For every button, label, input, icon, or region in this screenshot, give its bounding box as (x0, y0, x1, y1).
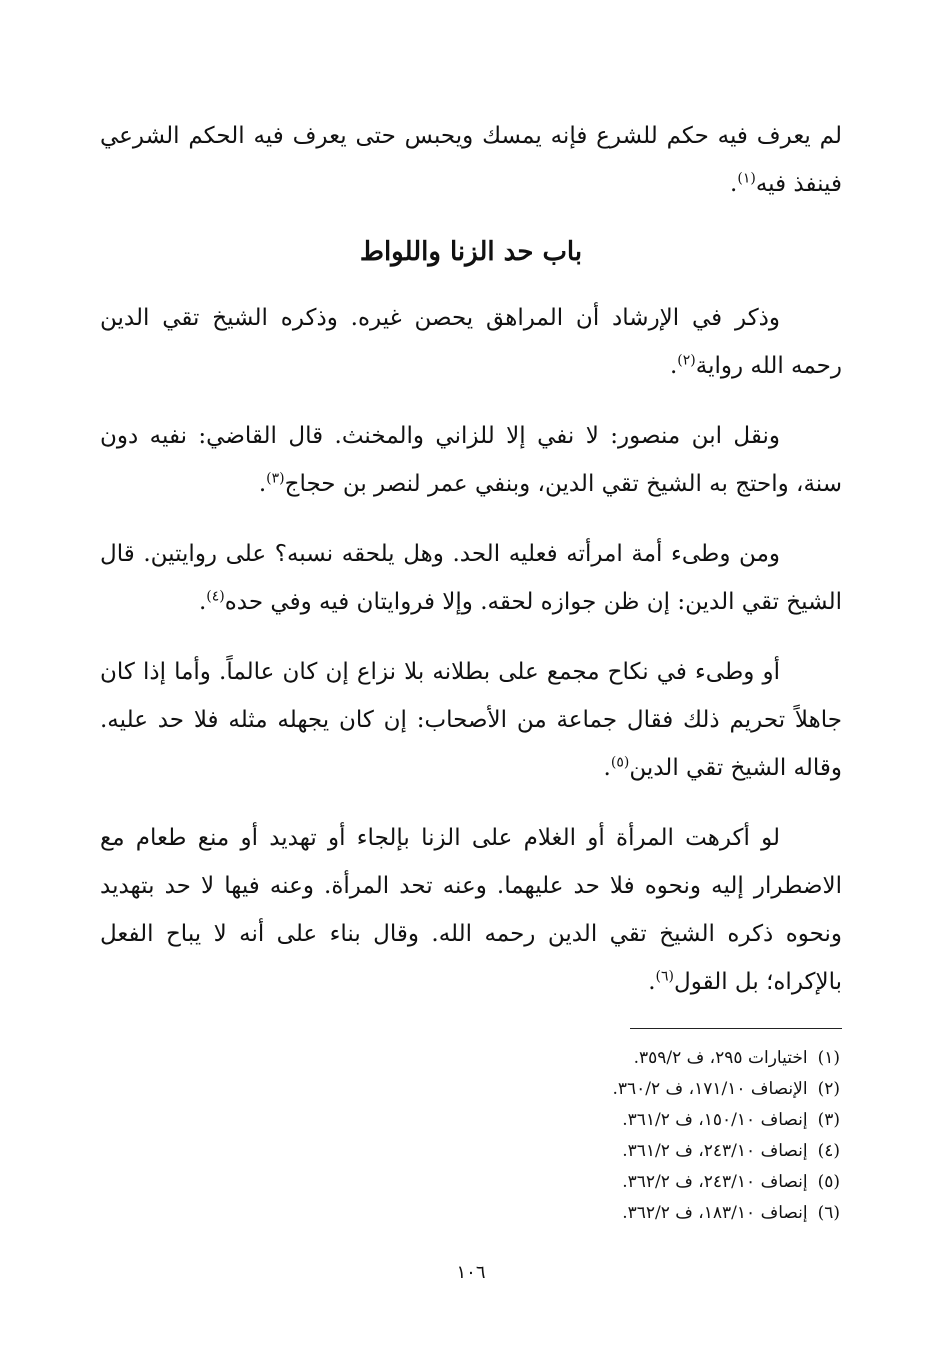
footnote-reference[interactable]: (٦) (655, 968, 674, 985)
footnote-text: الإنصاف ١٧١/١٠، ف ٣٦٠/٢. (612, 1079, 808, 1099)
footnote-text: إنصاف ١٥٠/١٠، ف ٣٦١/٢. (622, 1110, 808, 1130)
paragraph-1 (100, 294, 842, 390)
footnote-item (100, 1105, 842, 1136)
footnote-number: (٣) (817, 1110, 840, 1130)
footnote-number: (٦) (817, 1203, 840, 1223)
footnote-reference[interactable]: (٤) (206, 588, 225, 605)
paragraph-end: . (669, 353, 678, 379)
footnote-text: إنصاف ٢٤٣/١٠، ف ٣٦١/٢. (622, 1141, 808, 1161)
footnote-number: (٢) (817, 1079, 840, 1099)
footnotes-list (100, 1043, 842, 1229)
paragraph-end: . (258, 471, 267, 497)
footnote-item (100, 1074, 842, 1105)
footnote-reference[interactable]: (١) (737, 170, 756, 187)
footnote-item (100, 1136, 842, 1167)
paragraph-text: ومن وطىء أمة امرأته فعليه الحد. وهل يلحقه نسبه؟ على روايتين. قال الشيخ تقي الدين: إن ظن جوازه لحقه. وإلا فروايتان فيه وفي حده (100, 541, 842, 615)
page-body (100, 112, 842, 1229)
paragraph-5 (100, 814, 842, 1006)
footnote-text: اختيارات ٢٩٥، ف ٣٥٩/٢. (633, 1048, 808, 1068)
footnote-reference[interactable]: (٥) (610, 754, 630, 771)
footnote-item (100, 1043, 842, 1074)
paragraph-2 (100, 412, 842, 508)
footnote-text: إنصاف ١٨٣/١٠، ف ٣٦٢/٢. (622, 1203, 808, 1223)
footnote-item (100, 1167, 842, 1198)
footnote-item (100, 1198, 842, 1229)
chapter-heading: باب حد الزنا واللواط (359, 237, 583, 267)
paragraph-4 (100, 648, 842, 792)
paragraph-3 (100, 530, 842, 626)
page-number: ١٠٦ (456, 1262, 486, 1283)
paragraph-text: أو وطىء في نكاح مجمع على بطلانه بلا نزاع إن كان عالماً. وأما إذا كان جاهلاً تحريم ذلك فقال جماعة من الأصحاب: إن كان يجهله مثله فلا حد عليه. وقاله الشيخ تقي الدين (100, 659, 842, 781)
paragraph-end: . (730, 171, 738, 197)
paragraph-text: لم يعرف فيه حكم للشرع فإنه يمسك ويحبس حتى يعرف فيه الحكم الشرعي فينفذ فيه (100, 123, 842, 197)
footnote-number: (١) (817, 1048, 840, 1068)
paragraph-end: . (603, 755, 611, 781)
footnote-reference[interactable]: (٢) (677, 352, 696, 369)
footnote-divider (630, 1028, 842, 1029)
paragraph-text: ونقل ابن منصور: لا نفي إلا للزاني والمخنث. قال القاضي: نفيه دون سنة، واحتج به الشيخ تقي الدين، وبنفي عمر لنصر بن حجاج (100, 423, 842, 497)
footnote-reference[interactable]: (٣) (266, 470, 285, 487)
paragraph-end: . (648, 969, 656, 995)
footnote-number: (٤) (817, 1141, 840, 1161)
paragraph-end: . (198, 589, 207, 615)
paragraph-text: لو أكرهت المرأة أو الغلام على الزنا بإلجاء أو تهديد أو منع طعام مع الاضطرار إليه ونحوه فلا حد عليهما. وعنه تحد المرأة. وعنه فيها لا حد بتهديد ونحوه ذكره الشيخ تقي الدين رحمه الله. وقال بناء على أنه لا يباح الفعل بالإكراه؛ بل القول (100, 825, 842, 995)
paragraph-continuation (100, 112, 842, 208)
footnote-number: (٥) (817, 1172, 840, 1192)
paragraph-text: وذكر في الإرشاد أن المراهق يحصن غيره. وذكره الشيخ تقي الدين رحمه الله رواية (100, 305, 842, 379)
footnote-text: إنصاف ٢٤٣/١٠، ف ٣٦٢/٢. (622, 1172, 808, 1192)
